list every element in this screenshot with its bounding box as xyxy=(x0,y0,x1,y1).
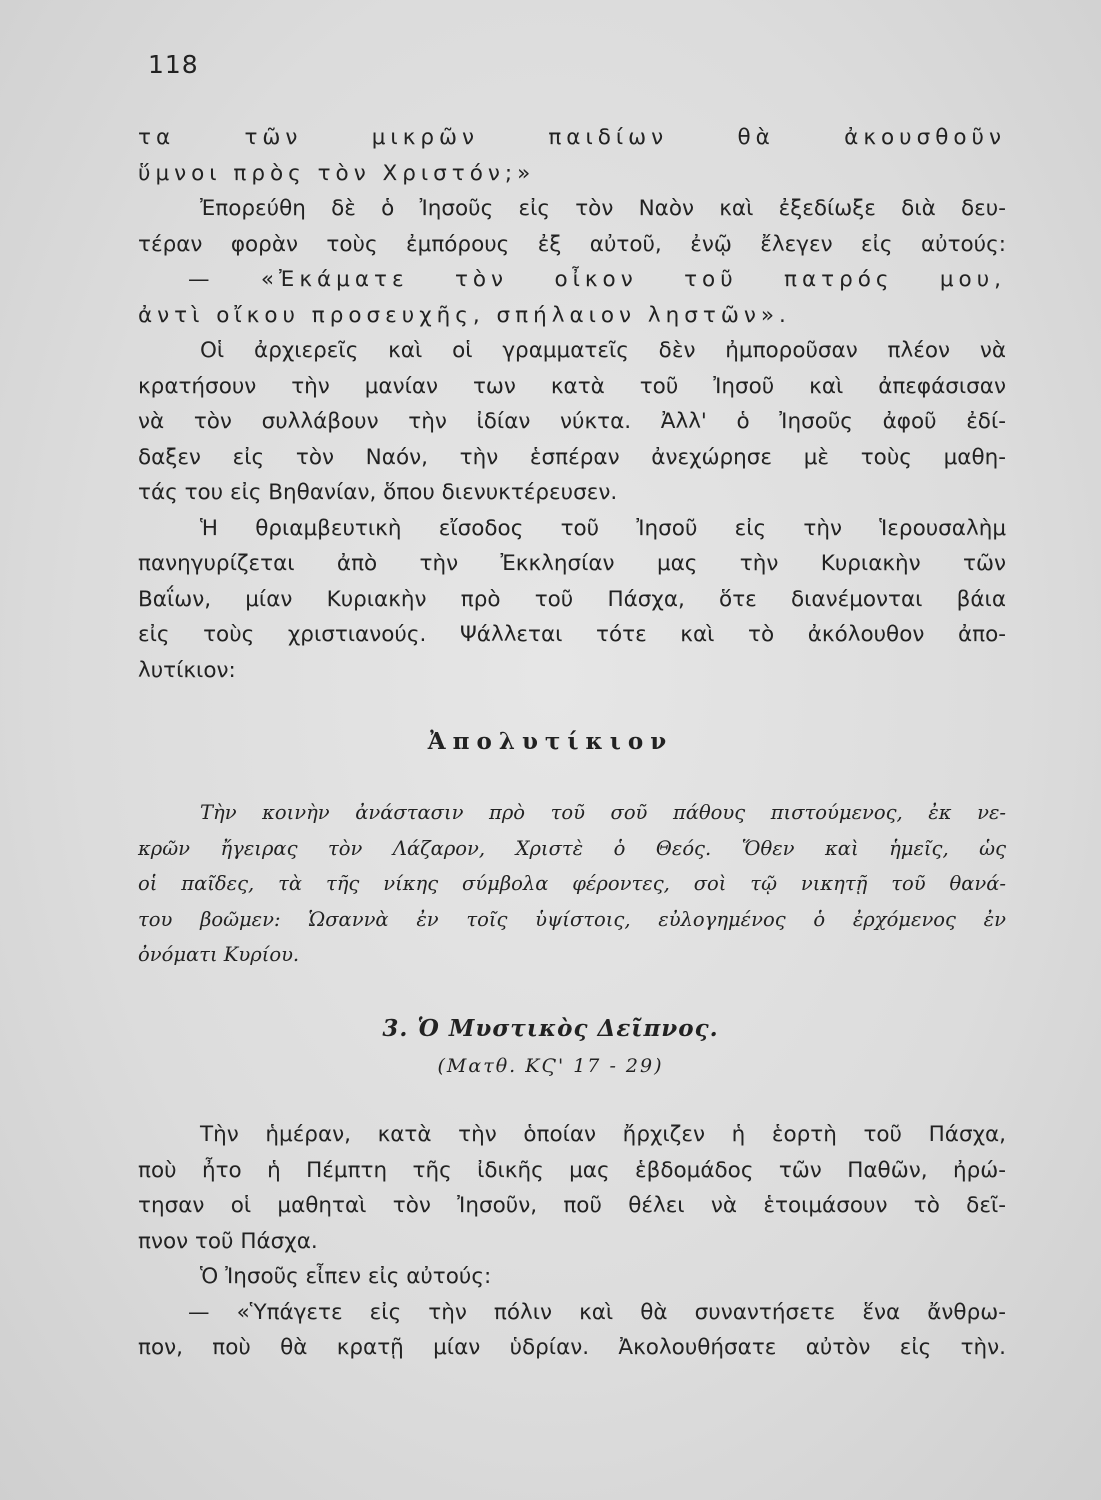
hymn-line: οἱ παῖδες, τὰ τῆς νίκης σύμβολα φέροντες, σοὶ τῷ νικητῇ τοῦ θανά- xyxy=(138,872,1006,895)
paragraph-block-bottom xyxy=(138,1117,1006,1366)
text-line: Ἐπορεύθη δὲ ὁ Ἰησοῦς εἰς τὸν Ναὸν καὶ ἐξεδίωξε διὰ δευ- xyxy=(200,196,1006,221)
text-line: ὕμνοι πρὸς τὸν Χριστόν;» xyxy=(138,160,536,186)
hymn-line: του βοῶμεν: Ὡσαννὰ ἐν τοῖς ὑψίστοις, εὐλογημένος ὁ ἐρχόμενος ἐν xyxy=(138,907,1006,931)
text-line: τέραν φορὰν τοὺς ἐμπόρους ἐξ αὐτοῦ, ἐνῷ ἔλεγεν εἰς αὐτούς: xyxy=(138,231,1006,257)
text-line: πνον τοῦ Πάσχα. xyxy=(138,1228,318,1254)
text-line: Οἱ ἀρχιερεῖς καὶ οἱ γραμματεῖς δὲν ἠμποροῦσαν πλέον νὰ xyxy=(200,338,1006,363)
text-line: — «Ὑπάγετε εἰς τὴν πόλιν καὶ θὰ συναντήσετε ἕνα ἄνθρω- xyxy=(188,1299,1006,1325)
text-line: Βαΐων, μίαν Κυριακὴν πρὸ τοῦ Πάσχα, ὅτε διανέμονται βάια xyxy=(138,586,1006,612)
text-line: ἀντὶ οἴκου προσευχῆς, σπήλαιον ληστῶν». xyxy=(138,302,791,328)
text-line: τάς του εἰς Βηθανίαν, ὅπου διενυκτέρευσεν. xyxy=(138,480,618,505)
hymn-line: κρῶν ἤγειρας τὸν Λάζαρον, Χριστὲ ὁ Θεός. Ὅθεν καὶ ἡμεῖς, ὡς xyxy=(138,836,1006,860)
apolytikion-heading: Ἀπολυτίκιον xyxy=(427,728,674,755)
page-number: 118 xyxy=(148,50,199,79)
text-line: εἰς τοὺς χριστιανούς. Ψάλλεται τότε καὶ τὸ ἀκόλουθον ἀπο- xyxy=(138,622,1006,647)
text-line: τα τῶν μικρῶν παιδίων θὰ ἀκουσθοῦν xyxy=(138,125,1006,150)
text-line: Ἡ θριαμβευτικὴ εἴσοδος τοῦ Ἰησοῦ εἰς τὴν Ἱερουσαλὴμ xyxy=(200,515,1006,541)
text-line: Τὴν ἡμέραν, κατὰ τὴν ὁποίαν ἤρχιζεν ἡ ἑορτὴ τοῦ Πάσχα, xyxy=(200,1122,1006,1147)
apolytikion-hymn xyxy=(138,795,1006,973)
section-title: 3. Ὁ Μυστικὸς Δεῖπνος. xyxy=(382,1015,719,1042)
paragraph-block-top xyxy=(138,120,1006,688)
text-line: κρατήσουν τὴν μανίαν των κατὰ τοῦ Ἰησοῦ καὶ ἀπεφάσισαν xyxy=(138,373,1006,399)
text-line: λυτίκιον: xyxy=(138,657,236,683)
section-reference: (Ματθ. ΚϚ' 17 - 29) xyxy=(437,1055,664,1077)
text-line: νὰ τὸν συλλάβουν τὴν ἰδίαν νύκτα. Ἀλλ' ὁ Ἰησοῦς ἀφοῦ ἐδί- xyxy=(138,409,1006,434)
text-line: τησαν οἱ μαθηταὶ τὸν Ἰησοῦν, ποῦ θέλει νὰ ἑτοιμάσουν τὸ δεῖ- xyxy=(138,1193,1006,1218)
text-line: — «Ἐκάματε τὸν οἶκον τοῦ πατρός μου, xyxy=(188,267,1006,292)
text-line: δαξεν εἰς τὸν Ναόν, τὴν ἑσπέραν ἀνεχώρησε μὲ τοὺς μαθη- xyxy=(138,444,1006,470)
text-line: Ὁ Ἰησοῦς εἶπεν εἰς αὐτούς: xyxy=(200,1264,492,1289)
text-line: πον, ποὺ θὰ κρατῇ μίαν ὑδρίαν. Ἀκολουθήσατε αὐτὸν εἰς τὴν. xyxy=(138,1335,1006,1360)
text-line: πανηγυρίζεται ἀπὸ τὴν Ἐκκλησίαν μας τὴν Κυριακὴν τῶν xyxy=(138,551,1006,576)
hymn-line: Τὴν κοινὴν ἀνάστασιν πρὸ τοῦ σοῦ πάθους πιστούμενος, ἐκ νε- xyxy=(200,801,1006,824)
text-line: ποὺ ἦτο ἡ Πέμπτη τῆς ἰδικῆς μας ἑβδομάδος τῶν Παθῶν, ἠρώ- xyxy=(138,1157,1006,1183)
hymn-line: ὀνόματι Κυρίου. xyxy=(138,943,300,966)
